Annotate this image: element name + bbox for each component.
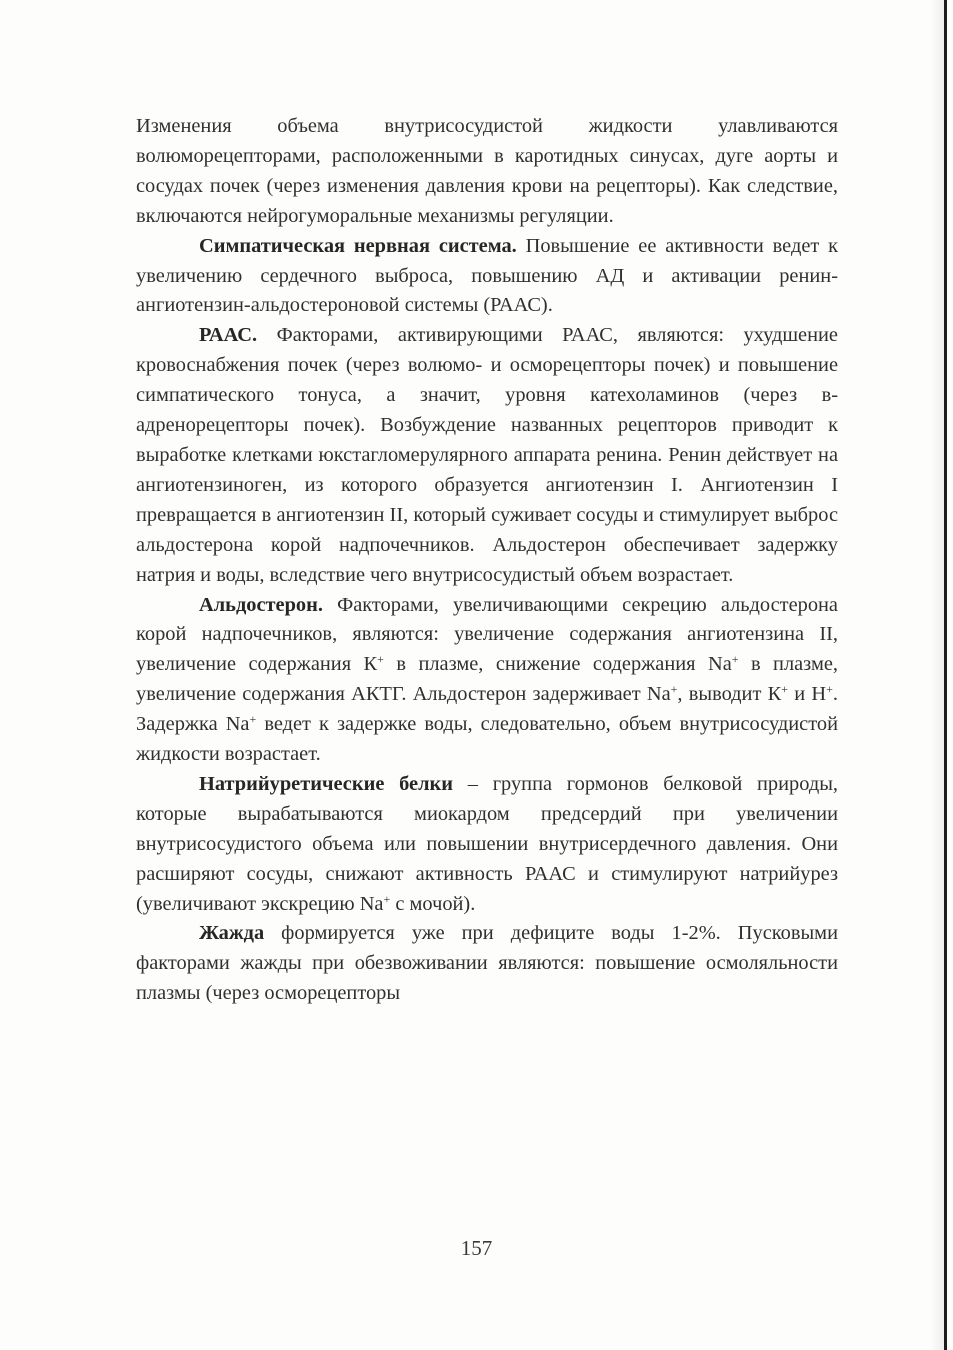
paragraph-thirst — [136, 919, 838, 1009]
text-run: Факторами, активирующими РААС, являются: ухудшение кровоснабжения почек (через волюмо- и осморецепторы почек) и повышение симпатического тонуса, а значит, уровня катехоламинов (через в-адренорецепторы почек). Возбуждение названных рецепторов приводит к выработке клетками юкстагломерулярного аппарата ренина. Ренин действует на ангиотензиноген, из которого образуется ангиотензин I. Ангиотензин I превращается в ангиотензин II, который суживает сосуды и стимулирует выброс альдостерона корой надпочечников. Альдостерон обеспечивает задержку натрия и воды, вследствие чего внутрисосудистый объем возрастает. — [136, 324, 838, 586]
superscript: + — [377, 652, 384, 667]
text-run: и Н — [788, 683, 827, 706]
paragraph-intro — [136, 112, 838, 232]
bold-term: РААС. — [199, 324, 258, 347]
superscript: + — [670, 682, 678, 697]
superscript: + — [781, 682, 788, 697]
paragraph-aldosterone — [136, 591, 838, 770]
bold-term: Натрийуретические белки — [199, 772, 454, 795]
paragraph-natriuretic — [136, 770, 838, 920]
superscript: + — [249, 712, 257, 727]
text-run: Факторами, увеличивающими секрецию альдостерона корой надпочечников, являются: увеличение содержания ангиотензина II, увеличение содержания К — [136, 593, 838, 676]
page-number: 157 — [460, 1236, 493, 1260]
superscript: + — [731, 652, 739, 667]
text-run: Повышение ее активности ведет к увеличению сердечного выброса, повышению АД и активации ренин-ангиотензин-альдостероновой системы (РААС). — [136, 234, 838, 317]
text-run: в плазме, увеличение содержания АКТГ. Альдостерон задерживает Na — [136, 653, 839, 706]
bold-term: Симпатическая нервная система. — [199, 234, 517, 257]
text-run: – группа гормонов белковой природы, которые вырабатываются миокардом предсердий при увеличении внутрисосудистого объема или повышении внутрисердечного давления. Они расширяют сосуды, снижают активность РААС и стимулируют натрийурез (увеличивают экскрецию Na — [136, 772, 838, 915]
text-run: ведет к задержке воды, следовательно, объем внутрисосудистой жидкости возрастает. — [136, 713, 838, 766]
text-run: Изменения объема внутрисосудистой жидкости улавливаются волюморецепторами, расположенными в каротидных синусах, дуге аорты и сосудах почек (через изменения давления крови на рецепторы). Как следствие, включаются нейрогуморальные механизмы регуляции. — [136, 115, 838, 227]
text-run: , выводит К — [677, 683, 782, 706]
text-run: с мочой). — [390, 892, 476, 915]
superscript: + — [826, 682, 833, 697]
text-run: формируется уже при дефиците воды 1-2%. Пусковыми факторами жажды при обезвоживании являются: повышение осмоляльности плазмы (через осморецепторы — [136, 922, 838, 1005]
paragraph-sympathetic — [136, 232, 838, 322]
paragraph-raas — [136, 321, 838, 590]
bold-term: Альдостерон. — [199, 593, 323, 616]
superscript: + — [383, 891, 391, 906]
page-edge-shadow — [930, 0, 944, 1350]
text-run: в плазме, снижение содержания Na — [383, 653, 732, 676]
bold-term: Жажда — [199, 922, 265, 945]
text-run: . Задержка Na — [136, 683, 838, 736]
page-edge-line — [944, 0, 947, 1350]
body-text — [136, 112, 838, 1009]
